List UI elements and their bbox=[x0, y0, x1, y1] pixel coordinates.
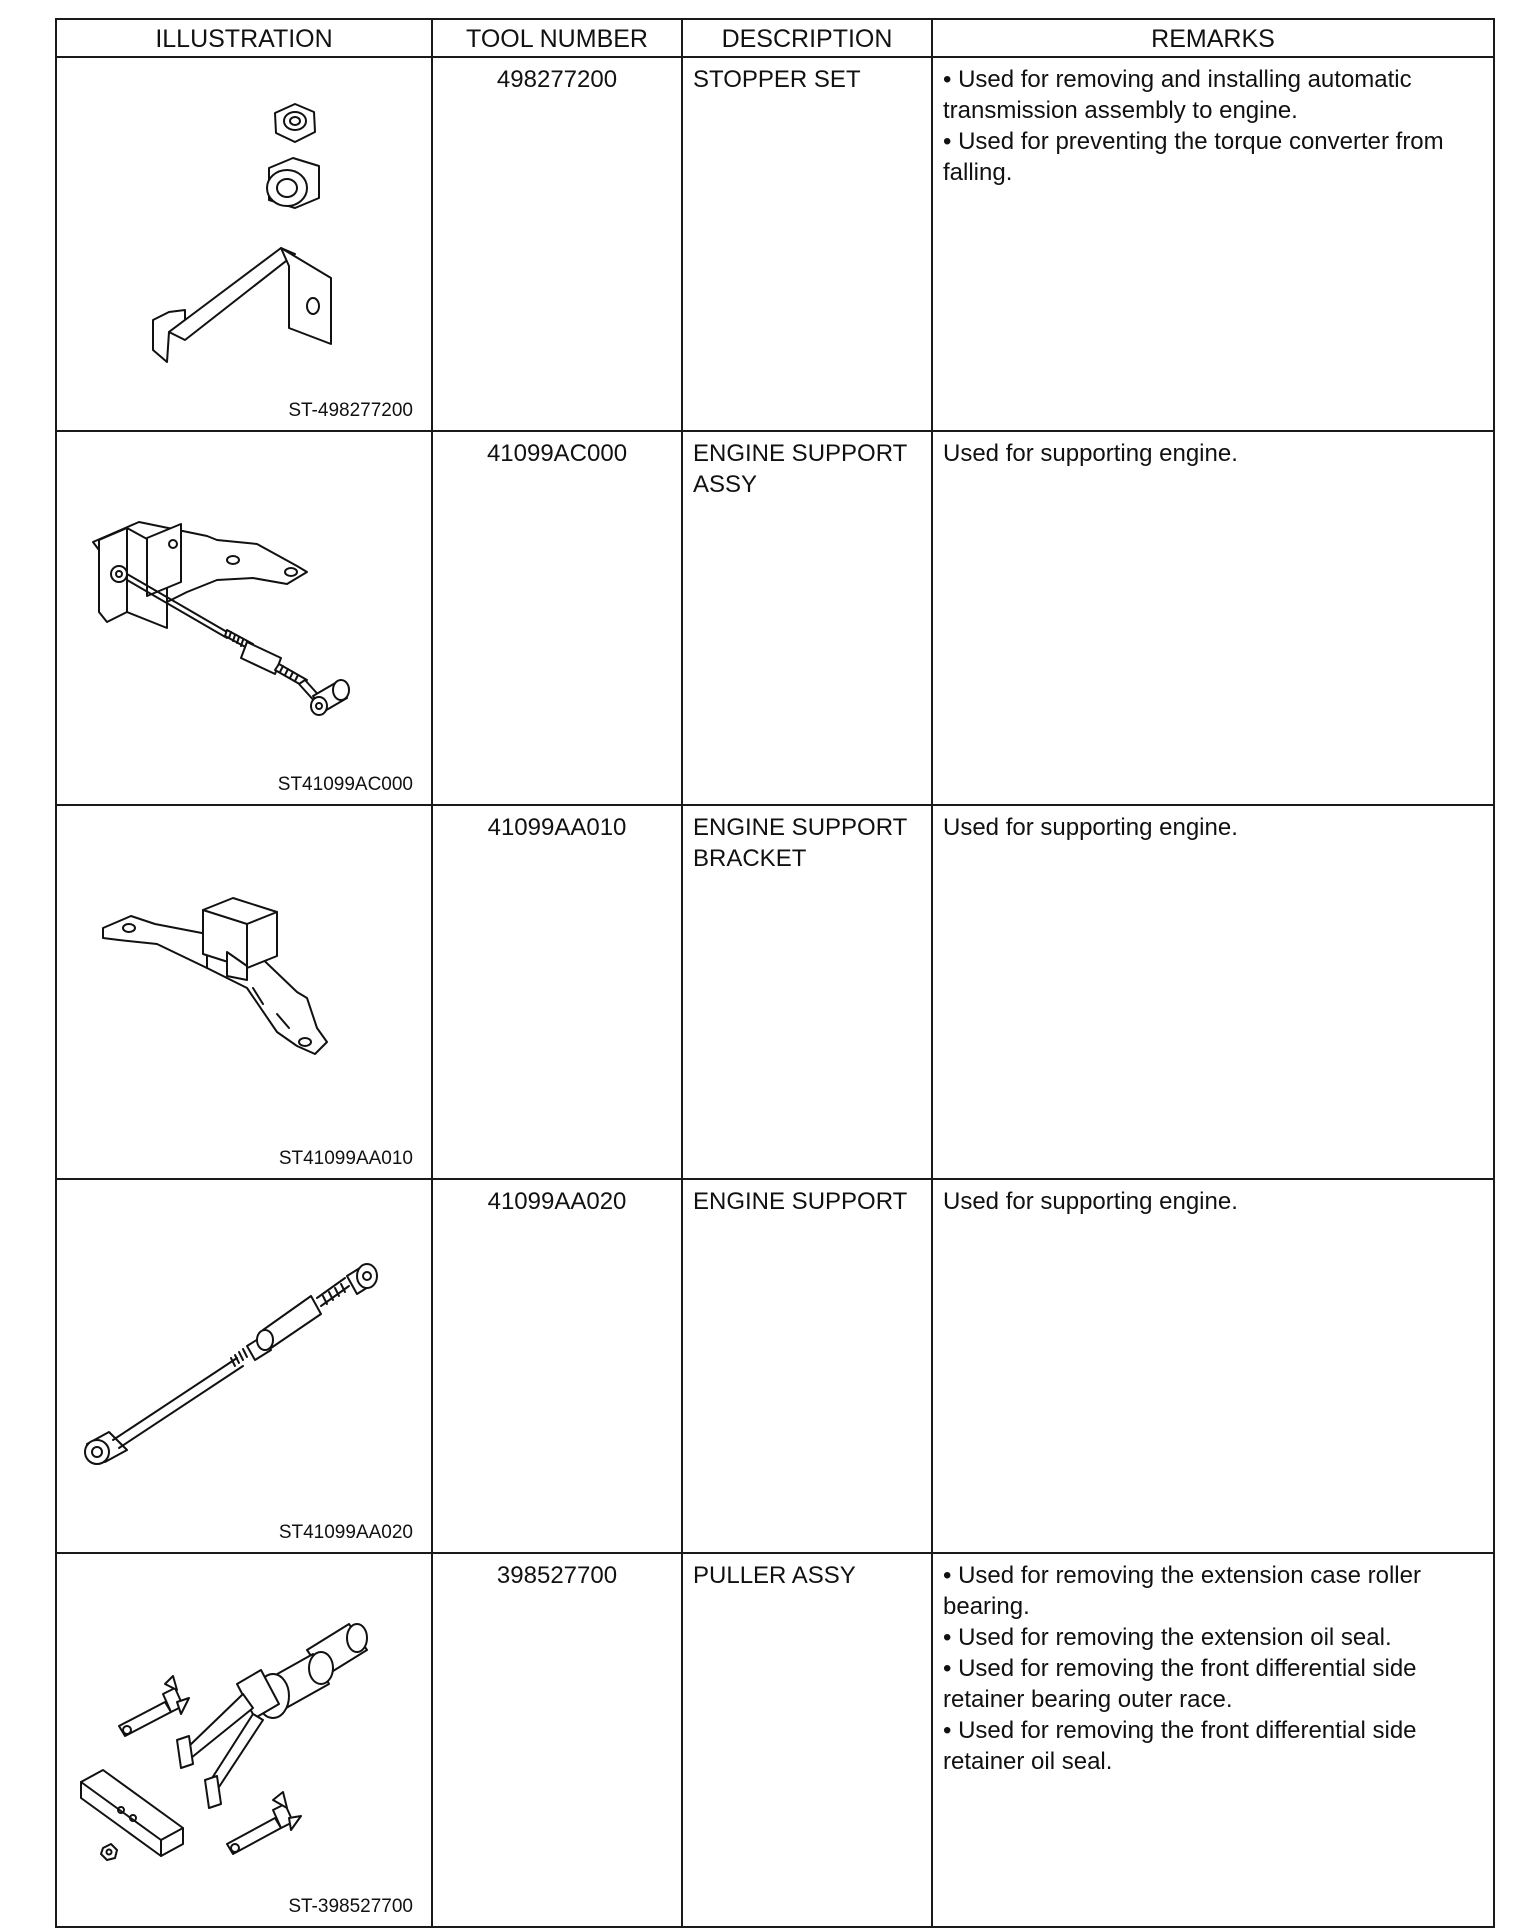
engine-support-bracket-illustration bbox=[57, 806, 433, 1172]
tool-number-cell: 41099AC000 bbox=[432, 431, 682, 805]
description-cell: STOPPER SET bbox=[682, 57, 932, 431]
engine-support-illustration bbox=[57, 1180, 433, 1546]
header-remarks: REMARKS bbox=[932, 19, 1494, 57]
illustration-caption: ST41099AA010 bbox=[278, 1148, 413, 1169]
table-row bbox=[56, 1179, 1494, 1553]
puller-assy-illustration bbox=[57, 1554, 433, 1920]
engine-support-assy-illustration bbox=[57, 432, 433, 798]
tool-number-cell: 398527700 bbox=[432, 1553, 682, 1927]
remarks-cell bbox=[932, 1179, 1494, 1553]
table-row bbox=[56, 57, 1494, 431]
description-cell: ENGINE SUPPORT ASSY bbox=[682, 431, 932, 805]
table-row bbox=[56, 1553, 1494, 1927]
header-tool-number: TOOL NUMBER bbox=[432, 19, 682, 57]
tool-number-cell: 41099AA010 bbox=[432, 805, 682, 1179]
special-tools-table bbox=[55, 18, 1495, 1928]
illustration-caption: ST-498277200 bbox=[288, 400, 413, 421]
description-cell: ENGINE SUPPORT BRACKET bbox=[682, 805, 932, 1179]
tool-number-cell: 498277200 bbox=[432, 57, 682, 431]
description-cell: PULLER ASSY bbox=[682, 1553, 932, 1927]
illustration-caption: ST41099AC000 bbox=[277, 774, 413, 795]
table-row bbox=[56, 805, 1494, 1179]
remark-line: • Used for removing the front differential side retainer bearing outer race. bbox=[943, 1655, 1417, 1713]
remark-line: Used for supporting engine. bbox=[943, 814, 1238, 841]
remark-line: • Used for preventing the torque converter from falling. bbox=[943, 128, 1444, 186]
description-cell: ENGINE SUPPORT bbox=[682, 1179, 932, 1553]
illustration-cell bbox=[56, 57, 432, 431]
remark-line: Used for supporting engine. bbox=[943, 1188, 1238, 1215]
remark-line: • Used for removing the front differential side retainer oil seal. bbox=[943, 1717, 1417, 1775]
remarks-cell bbox=[932, 57, 1494, 431]
header-illustration: ILLUSTRATION bbox=[56, 19, 432, 57]
illustration-cell bbox=[56, 805, 432, 1179]
illustration-caption: ST-398527700 bbox=[288, 1896, 413, 1917]
stopper-set-illustration bbox=[57, 58, 433, 424]
header-description: DESCRIPTION bbox=[682, 19, 932, 57]
remarks-cell bbox=[932, 1553, 1494, 1927]
illustration-cell bbox=[56, 1553, 432, 1927]
illustration-cell bbox=[56, 431, 432, 805]
remarks-cell bbox=[932, 431, 1494, 805]
remark-line: • Used for removing the extension oil seal. bbox=[943, 1624, 1392, 1651]
remarks-cell bbox=[932, 805, 1494, 1179]
illustration-cell bbox=[56, 1179, 432, 1553]
tool-number-cell: 41099AA020 bbox=[432, 1179, 682, 1553]
table-row bbox=[56, 431, 1494, 805]
remark-line: • Used for removing the extension case roller bearing. bbox=[943, 1562, 1421, 1620]
remark-line: • Used for removing and installing automatic transmission assembly to engine. bbox=[943, 66, 1412, 124]
header-row bbox=[56, 19, 1494, 57]
illustration-caption: ST41099AA020 bbox=[278, 1522, 413, 1543]
remark-line: Used for supporting engine. bbox=[943, 440, 1238, 467]
